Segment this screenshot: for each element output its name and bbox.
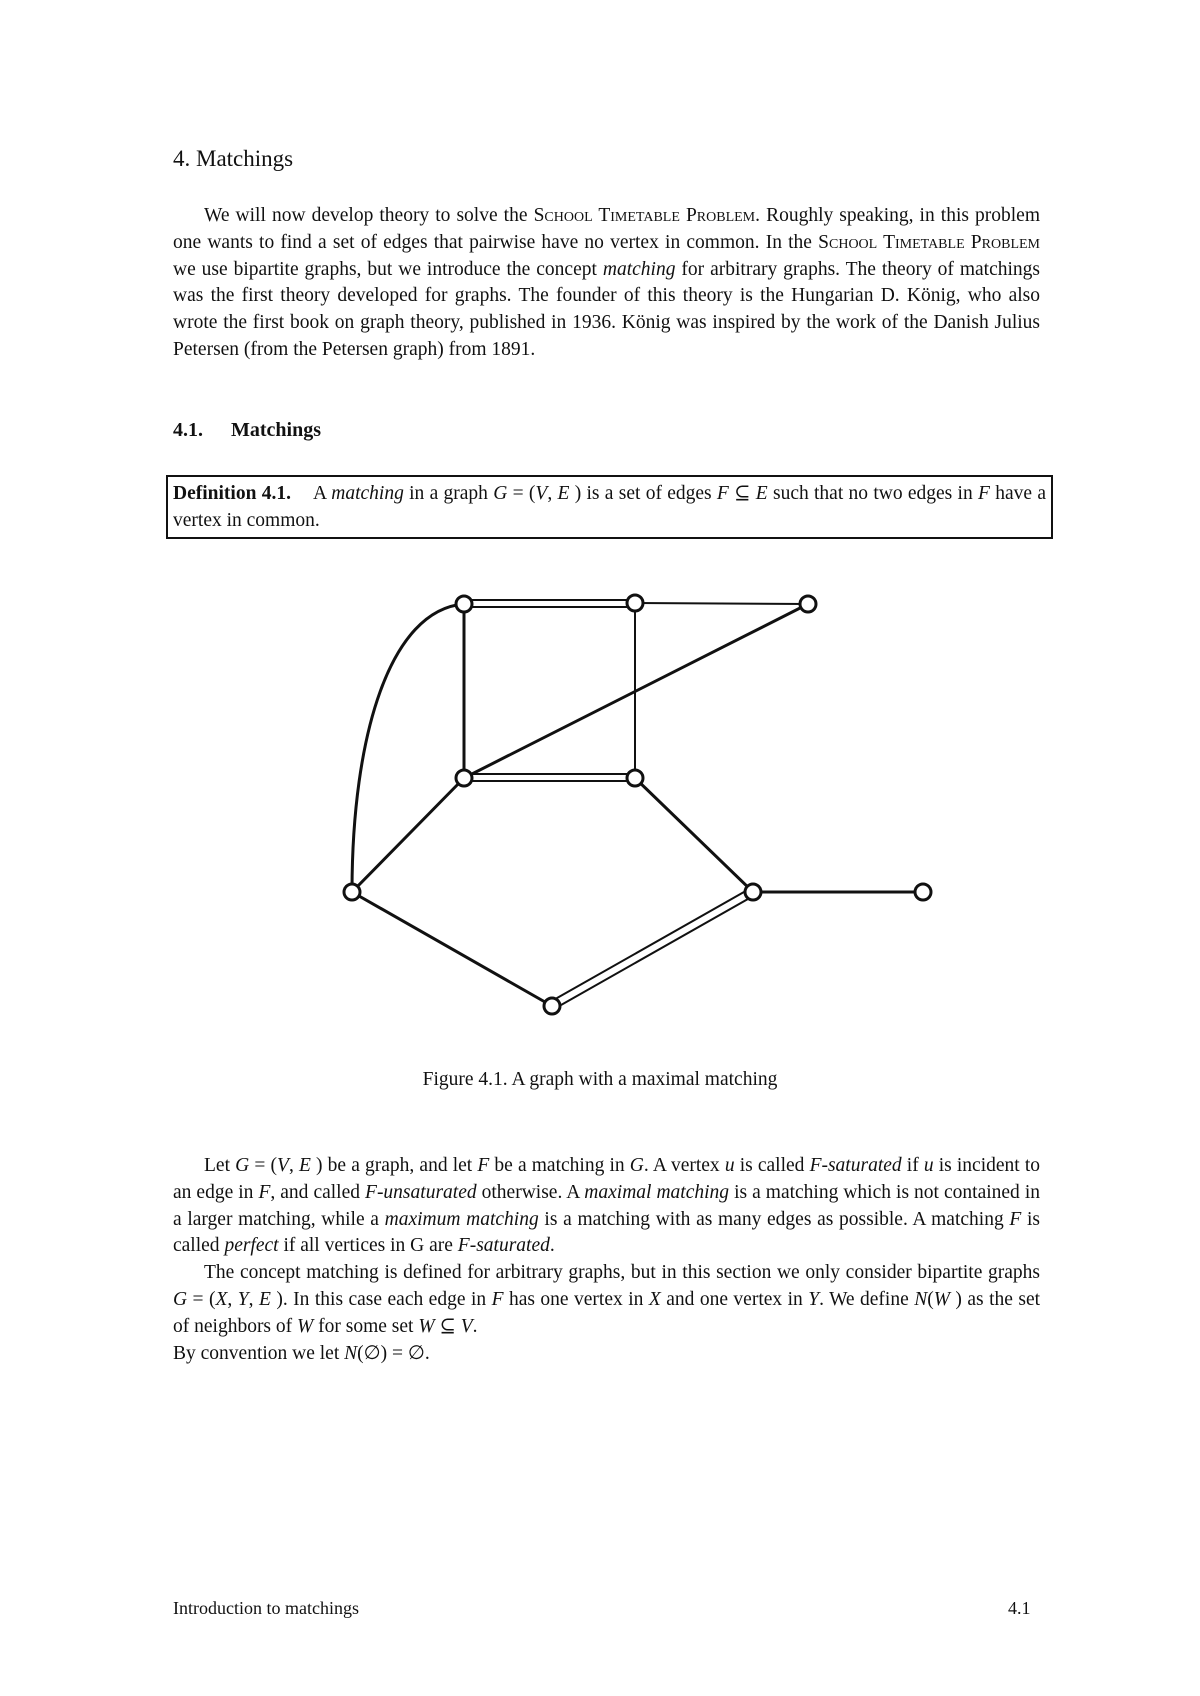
- text: The concept matching is defined for arbitrary graphs, but in this section we only consider bipartite graphs: [204, 1262, 1040, 1284]
- paragraph-bipartite: [173, 1260, 1040, 1340]
- section-title: Matchings: [231, 419, 321, 441]
- matching-graph-figure: [330, 585, 950, 1020]
- text: (: [927, 1288, 934, 1310]
- text: is incident to an edge in: [173, 1155, 1041, 1203]
- text: = (: [187, 1288, 216, 1310]
- figure-caption: Figure 4.1. A graph with a maximal matching: [422, 1069, 778, 1090]
- text: is called: [734, 1155, 810, 1176]
- emphasis: F-unsaturated: [365, 1181, 477, 1203]
- text: ⊆: [728, 483, 756, 504]
- graph-vertex: [800, 596, 816, 612]
- text: ,: [288, 1155, 299, 1176]
- math: u: [724, 1155, 735, 1176]
- text: and one vertex in: [660, 1288, 809, 1310]
- graph-edge: [352, 892, 552, 1006]
- text: is a matching which is not contained in a larger matching, while a: [173, 1181, 1040, 1230]
- intro-paragraph: [173, 203, 1040, 364]
- math: G: [629, 1155, 644, 1176]
- definition-box: [166, 475, 1053, 539]
- emphasis: maximum matching: [384, 1208, 539, 1230]
- text: ) as the set of neighbors of: [173, 1288, 1041, 1337]
- graph-vertex: [745, 884, 761, 900]
- emphasis: matching: [331, 483, 404, 504]
- math: Y: [237, 1288, 249, 1310]
- text: . We define: [819, 1288, 915, 1310]
- text: (∅) = ∅.: [357, 1342, 430, 1364]
- math: F: [477, 1155, 490, 1176]
- math: W: [418, 1315, 435, 1337]
- math: V: [460, 1315, 473, 1337]
- math: Y: [808, 1288, 820, 1310]
- graph-vertex: [544, 998, 560, 1014]
- text: ,: [547, 483, 558, 504]
- text: We will now develop theory to solve the: [204, 205, 534, 226]
- paragraph-saturated: [173, 1153, 1040, 1260]
- text: for some set: [313, 1315, 419, 1337]
- graph-edge: [635, 778, 753, 892]
- math: E: [258, 1288, 271, 1310]
- math: N: [344, 1342, 358, 1364]
- graph-vertex: [456, 770, 472, 786]
- math: G: [173, 1288, 188, 1310]
- matching-edge: [554, 895, 755, 1009]
- math: F: [491, 1288, 504, 1310]
- text: has one vertex in: [503, 1288, 649, 1310]
- text: if all vertices in G are: [278, 1235, 458, 1257]
- text: By convention we let: [173, 1342, 345, 1364]
- problem-name: School Timetable Problem: [533, 205, 756, 226]
- math: F: [978, 483, 990, 504]
- math: W: [933, 1288, 950, 1310]
- text: otherwise. A: [476, 1181, 585, 1203]
- text: is called: [173, 1208, 1041, 1257]
- text: ). In this case each edge in: [270, 1288, 492, 1310]
- emphasis: F-saturated: [809, 1155, 902, 1176]
- math: X: [215, 1288, 228, 1310]
- emphasis: matching: [602, 258, 676, 280]
- math: F: [1009, 1208, 1022, 1230]
- text: = (: [249, 1155, 278, 1176]
- text: be a matching in: [489, 1155, 630, 1176]
- math: E: [557, 483, 570, 504]
- math: F: [258, 1181, 271, 1203]
- section-heading: [173, 419, 321, 442]
- text: A: [312, 483, 332, 504]
- math: E: [755, 483, 768, 504]
- graph-edge: [635, 603, 808, 604]
- graph-vertex: [915, 884, 931, 900]
- paragraph-convention: [173, 1341, 1040, 1368]
- graph-vertex: [344, 884, 360, 900]
- math: W: [297, 1315, 314, 1337]
- text: ) is a set of edges: [569, 483, 717, 504]
- text: ) be a graph, and let: [310, 1155, 478, 1176]
- text: .: [472, 1315, 478, 1337]
- math: G: [235, 1155, 250, 1176]
- text: = (: [507, 483, 536, 504]
- problem-name: School Timetable Problem: [818, 231, 1040, 253]
- math: N: [914, 1288, 928, 1310]
- text: ,: [248, 1288, 259, 1310]
- math: V: [277, 1155, 289, 1176]
- footer-title: Introduction to matchings: [173, 1598, 359, 1618]
- math: V: [535, 483, 548, 504]
- graph-vertex: [627, 770, 643, 786]
- text: Let: [204, 1155, 236, 1176]
- section-number: 4.1.: [173, 419, 203, 441]
- math: E: [298, 1155, 311, 1176]
- text: ,: [227, 1288, 238, 1310]
- text: is a matching with as many edges as possible. A matching: [538, 1208, 1010, 1230]
- definition-label: Definition 4.1.: [173, 483, 291, 504]
- graph-vertex: [456, 596, 472, 612]
- matching-edge: [550, 888, 751, 1002]
- graph-edge: [352, 778, 464, 892]
- emphasis: perfect: [224, 1235, 279, 1257]
- math: F: [716, 483, 729, 504]
- text: have a vertex in common.: [173, 483, 1046, 531]
- chapter-title: 4. Matchings: [173, 146, 294, 171]
- text: , and called: [270, 1181, 366, 1203]
- text: for arbitrary graphs. The theory of matchings was the first theory developed for graphs. The founder of this theory is the Hungarian D. König, who also wrote the first book on graph theory, published in 1936. König was inspired by the work of the Danish Julius Petersen (from the Petersen graph) from 1891.: [173, 258, 1040, 360]
- page-number: 4.1: [1008, 1598, 1031, 1618]
- text: ⊆: [434, 1315, 461, 1337]
- text: in a graph: [403, 483, 494, 504]
- text: .: [549, 1235, 555, 1257]
- text: such that no two edges in: [767, 483, 979, 504]
- text: . A vertex: [643, 1155, 725, 1176]
- graph-vertex: [627, 595, 643, 611]
- text: we use bipartite graphs, but we introduce the concept: [173, 258, 603, 280]
- graph-edge: [352, 604, 464, 892]
- math: X: [648, 1288, 661, 1310]
- emphasis: F-saturated: [457, 1235, 550, 1257]
- math: u: [923, 1155, 934, 1176]
- body-paragraphs: [173, 1153, 1040, 1367]
- text: if: [901, 1155, 924, 1176]
- text: . Roughly speaking, in this problem one wants to find a set of edges that pairwise have no vertex in common. In the: [173, 205, 1040, 253]
- math: G: [493, 483, 508, 504]
- emphasis: maximal matching: [584, 1181, 730, 1203]
